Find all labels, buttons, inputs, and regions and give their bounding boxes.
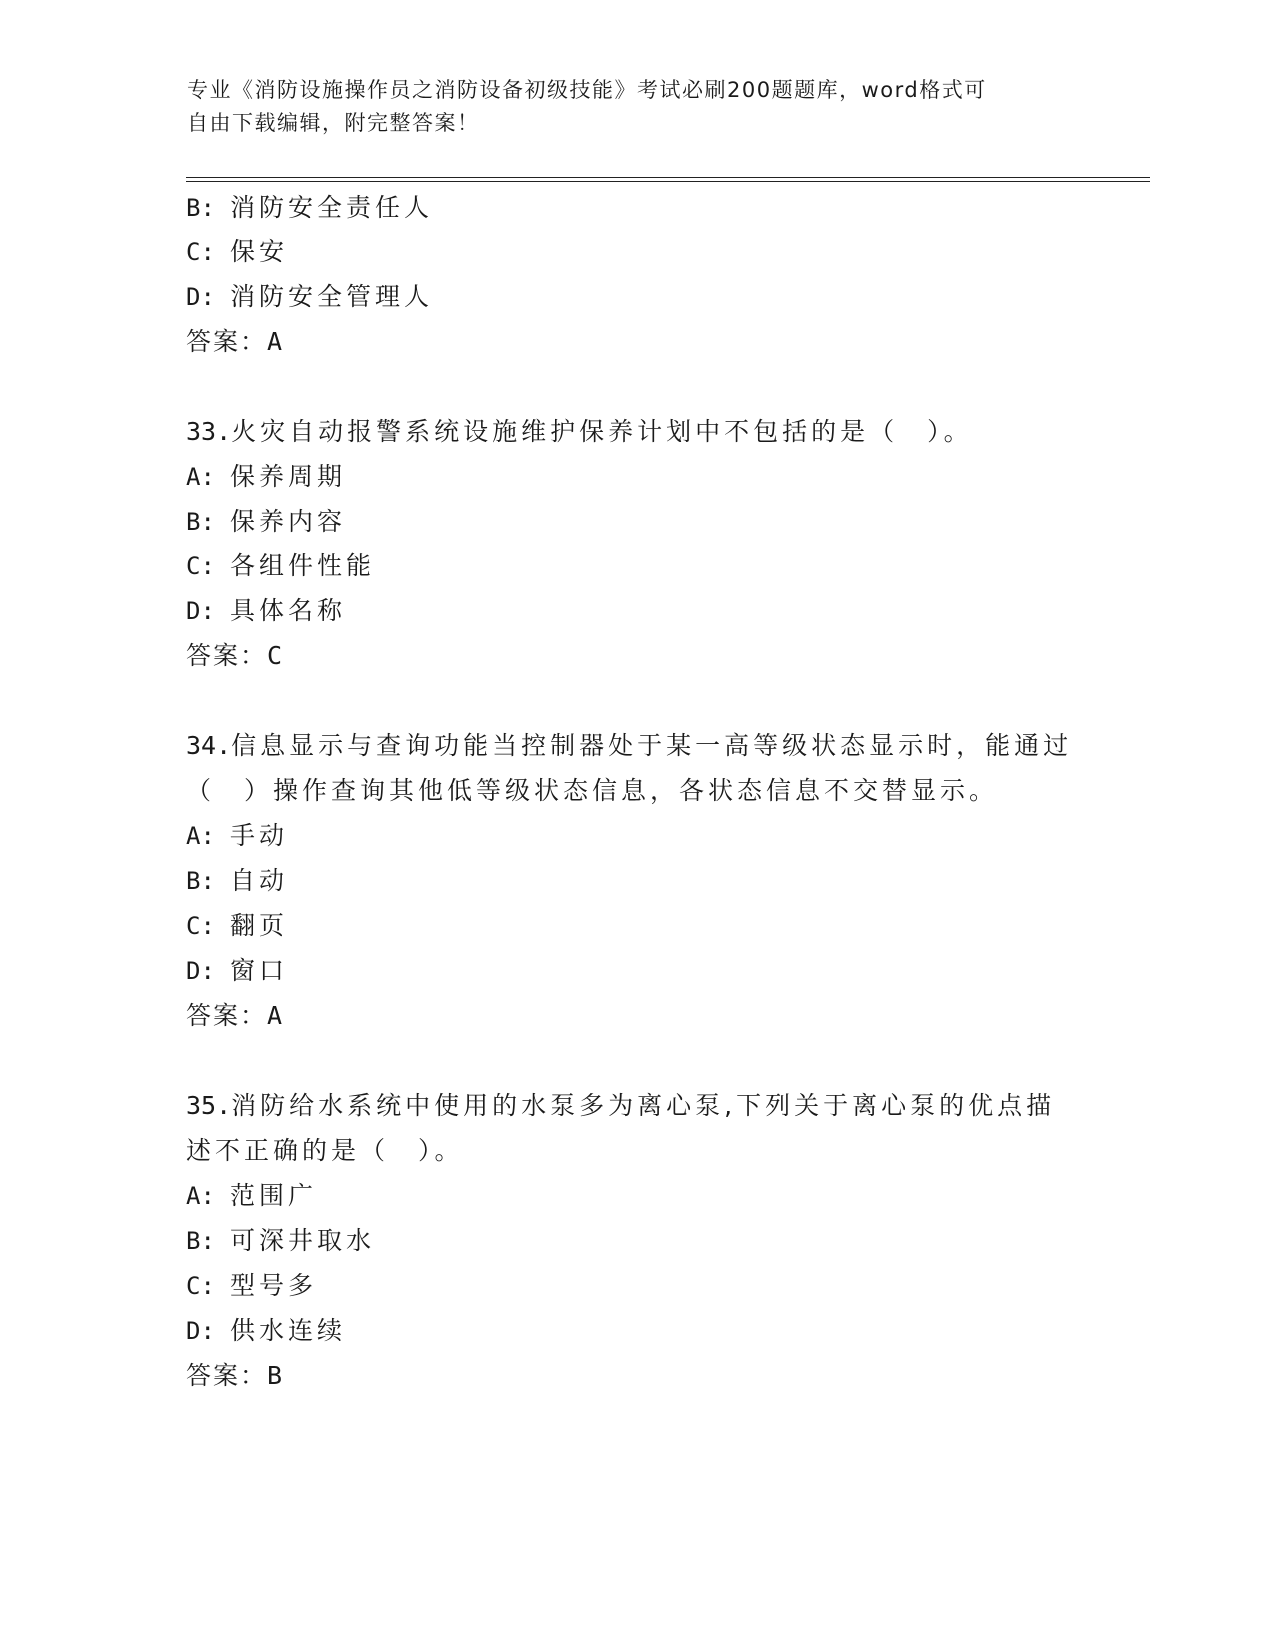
option-text: 供水连续 <box>230 1316 347 1345</box>
option-key: B: <box>186 1227 215 1255</box>
question-text: 火灾自动报警系统设施维护保养计划中不包括的是（ ）。 <box>231 417 973 446</box>
header-line-1: 专业《消防设施操作员之消防设备初级技能》考试必刷200题题库，word格式可 <box>187 78 987 102</box>
question-number: 35. <box>186 1091 232 1120</box>
option-text: 具体名称 <box>230 596 347 625</box>
option-text: 范围广 <box>230 1181 318 1210</box>
option-text: 各组件性能 <box>230 551 376 580</box>
answer-row <box>186 641 282 671</box>
option-text: 手动 <box>230 821 289 850</box>
option-row <box>186 282 433 312</box>
option-row <box>186 911 288 941</box>
option-row <box>186 551 375 581</box>
option-text: 保养周期 <box>230 462 347 491</box>
option-text: 自动 <box>230 866 289 895</box>
question-number: 34. <box>186 731 232 760</box>
option-key: D: <box>186 957 215 985</box>
answer-row <box>186 327 282 357</box>
answer-value: A <box>267 327 283 356</box>
option-key: A: <box>186 822 215 850</box>
option-key: C: <box>186 552 215 580</box>
option-row <box>186 462 346 492</box>
question-stem <box>186 417 973 447</box>
option-row <box>186 193 433 223</box>
answer-row <box>186 1361 282 1391</box>
option-key: B: <box>186 194 215 222</box>
answer-label: 答案： <box>186 327 268 356</box>
question-text: 信息显示与查询功能当控制器处于某一高等级状态显示时，能通过 <box>231 731 1073 760</box>
option-row <box>186 956 288 986</box>
document-header <box>187 74 1067 140</box>
option-key: C: <box>186 238 215 266</box>
question-number: 33. <box>186 417 232 446</box>
option-key: D: <box>186 597 215 625</box>
option-text: 保养内容 <box>230 507 347 536</box>
question-stem-continued <box>186 1136 464 1166</box>
question-stem <box>186 1091 1055 1121</box>
option-key: C: <box>186 912 215 940</box>
option-text: 消防安全管理人 <box>230 282 434 311</box>
option-key: B: <box>186 508 215 536</box>
option-row <box>186 237 288 267</box>
option-row <box>186 1181 317 1211</box>
option-row <box>186 507 346 537</box>
question-text: 述不正确的是（ ）。 <box>186 1136 464 1165</box>
option-row <box>186 596 346 626</box>
header-divider-bottom <box>186 181 1150 182</box>
option-row <box>186 1316 346 1346</box>
question-stem <box>186 731 1072 761</box>
option-text: 消防安全责任人 <box>230 193 434 222</box>
answer-label: 答案： <box>186 1001 268 1030</box>
question-text: 消防给水系统中使用的水泵多为离心泵,下列关于离心泵的优点描 <box>231 1091 1056 1120</box>
option-text: 翻页 <box>230 911 289 940</box>
option-key: A: <box>186 1182 215 1210</box>
option-row <box>186 821 288 851</box>
option-row <box>186 1226 375 1256</box>
answer-row <box>186 1001 282 1031</box>
header-divider-top <box>186 177 1150 178</box>
option-key: D: <box>186 1317 215 1345</box>
option-text: 保安 <box>230 237 289 266</box>
option-key: C: <box>186 1272 215 1300</box>
option-key: A: <box>186 463 215 491</box>
option-row <box>186 1271 317 1301</box>
option-text: 窗口 <box>230 956 289 985</box>
answer-value: A <box>267 1001 283 1030</box>
option-text: 型号多 <box>230 1271 318 1300</box>
answer-label: 答案： <box>186 1361 268 1390</box>
option-key: D: <box>186 283 215 311</box>
answer-label: 答案： <box>186 641 268 670</box>
option-row <box>186 866 288 896</box>
question-stem-continued <box>186 776 998 806</box>
option-key: B: <box>186 867 215 895</box>
question-text: （ ）操作查询其他低等级状态信息，各状态信息不交替显示。 <box>186 776 999 805</box>
header-line-2: 自由下载编辑，附完整答案！ <box>187 111 480 135</box>
answer-value: B <box>267 1361 283 1390</box>
answer-value: C <box>267 641 283 670</box>
option-text: 可深井取水 <box>230 1226 376 1255</box>
